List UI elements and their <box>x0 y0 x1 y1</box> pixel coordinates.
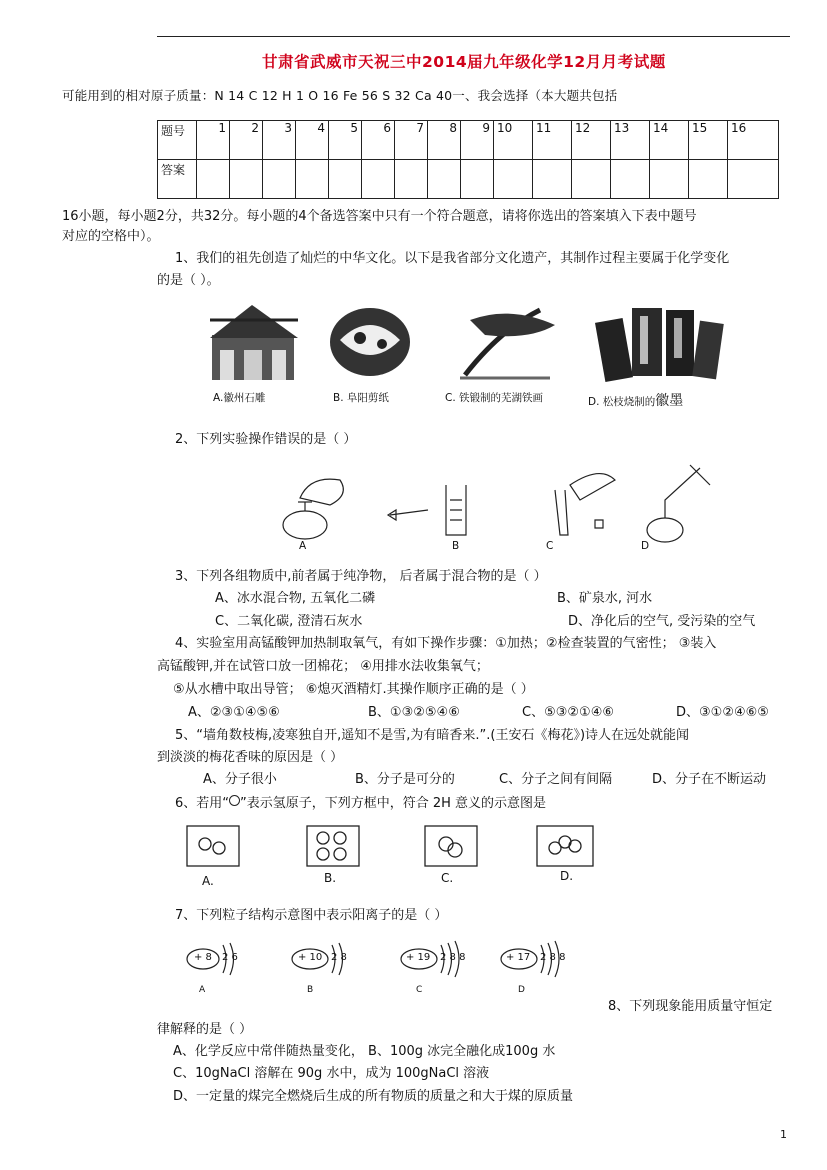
q7-shells-b: 2 8 <box>331 952 347 963</box>
q4-text-3: ⑤从水槽中取出导管； ⑥熄灭酒精灯.其操作顺序正确的是（ ） <box>173 682 534 697</box>
table-row-numbers <box>158 121 779 160</box>
table-cell: 13 <box>611 121 650 160</box>
q4-text-1: 4、实验室用高锰酸钾加热制取氧气，有如下操作步骤：①加热；②检查装置的气密性； ③装入 <box>175 636 717 651</box>
q8-option-c: C、10gNaCl 溶解在 90g 水中，成为 100gNaCl 溶液 <box>173 1066 490 1081</box>
answer-cell[interactable] <box>428 160 461 199</box>
table-cell: 4 <box>296 121 329 160</box>
answer-cell[interactable] <box>533 160 572 199</box>
q1-images <box>210 300 730 385</box>
q5-option-d: D、分子在不断运动 <box>652 772 767 787</box>
paper-cut-image <box>330 308 410 376</box>
q3-option-b: B、矿泉水, 河水 <box>557 591 653 606</box>
answer-cell[interactable] <box>362 160 395 199</box>
page-title: 甘肃省武威市天祝三中2014届九年级化学12月月考试题 <box>262 53 666 71</box>
q2-label-d: D <box>641 540 650 552</box>
intro-line-1: 16小题，每小题2分，共32分。每小题的4个备选答案中只有一个符合题意，请将你选出的答案填入下表中题号 <box>62 209 697 224</box>
hydrogen-atom-icon <box>229 795 240 806</box>
q6-label-c: C. <box>441 871 454 885</box>
q5-text-1: 5、“墙角数枝梅,凌寒独自开,遥知不是雪,为有暗香来.”.(王安石《梅花》)诗人在远处就能闻 <box>175 728 690 743</box>
answer-cell[interactable] <box>650 160 689 199</box>
q8-text-right: 8、下列现象能用质量守恒定 <box>608 999 773 1014</box>
header-rule <box>157 36 790 37</box>
q4-option-a: A、②③①④⑤⑥ <box>188 705 280 720</box>
q8-text-cont: 律解释的是（ ） <box>157 1022 253 1037</box>
q1-caption-a: A.徽州石雕 <box>213 392 266 404</box>
q4-option-b: B、①③②⑤④⑥ <box>368 705 460 720</box>
answer-cell[interactable] <box>728 160 779 199</box>
q7-nucleus-c: + 19 <box>406 952 431 963</box>
answer-cell[interactable] <box>611 160 650 199</box>
q4-text-2: 高锰酸钾,并在试管口放一团棉花； ④用排水法收集氧气； <box>157 659 489 674</box>
q7-nucleus-d: + 17 <box>506 952 531 963</box>
q6-label-d: D. <box>560 869 574 883</box>
q2-label-a: A <box>299 540 307 552</box>
q6-text <box>175 792 546 811</box>
table-cell: 5 <box>329 121 362 160</box>
answer-cell[interactable] <box>296 160 329 199</box>
row-label-number <box>158 121 197 160</box>
answer-cell[interactable] <box>197 160 230 199</box>
q2-lab-images <box>270 460 720 555</box>
table-cell: 14 <box>650 121 689 160</box>
q7-shells-a: 2 6 <box>222 952 238 963</box>
q2-text: 2、下列实验操作错误的是（ ） <box>175 432 357 447</box>
q7-label-c: C <box>416 985 423 995</box>
answer-cell[interactable] <box>329 160 362 199</box>
row-label-answer <box>158 160 197 199</box>
table-cell: 12 <box>572 121 611 160</box>
q1-text-2: 的是（ ）。 <box>157 273 220 288</box>
q6-diagrams <box>185 822 605 870</box>
q4-option-c: C、⑤③②①④⑥ <box>522 705 615 720</box>
q4-option-d: D、③①②④⑥⑤ <box>676 705 769 720</box>
table-cell: 15 <box>689 121 728 160</box>
q5-option-c: C、分子之间有间隔 <box>499 772 613 787</box>
q6-label-b: B. <box>324 871 337 885</box>
q7-shells-d: 2 8 8 <box>540 952 566 963</box>
stone-arch-image <box>210 305 298 380</box>
answer-cell[interactable] <box>395 160 428 199</box>
q8-option-ab: A、化学反应中常伴随热量变化， B、100g 冰完全融化成100g 水 <box>173 1044 556 1059</box>
q7-text: 7、下列粒子结构示意图中表示阳离子的是（ ） <box>175 908 448 923</box>
q3-option-c: C、二氧化碳, 澄清石灰水 <box>215 614 363 629</box>
answer-cell[interactable] <box>494 160 533 199</box>
page-number: 1 <box>780 1128 787 1141</box>
table-cell: 1 <box>197 121 230 160</box>
q3-option-d: D、净化后的空气, 受污染的空气 <box>568 614 756 629</box>
q6-text-a: 6、若用“ <box>175 796 230 811</box>
q7-label-d: D <box>518 985 525 995</box>
table-cell: 9 <box>461 121 494 160</box>
q3-option-a: A、冰水混合物, 五氧化二磷 <box>215 591 376 606</box>
table-cell: 6 <box>362 121 395 160</box>
table-cell: 11 <box>533 121 572 160</box>
answer-cell[interactable] <box>572 160 611 199</box>
q1-caption-d <box>588 390 683 410</box>
answer-cell[interactable] <box>263 160 296 199</box>
iron-painting-image <box>460 310 555 378</box>
q6-label-a: A. <box>202 874 214 888</box>
q5-option-b: B、分子是可分的 <box>355 772 455 787</box>
q7-label-a: A <box>199 985 206 995</box>
q8-option-d: D、一定量的煤完全燃烧后生成的所有物质的质量之和大于煤的原质量 <box>173 1089 574 1104</box>
q1-caption-d-extra: 徽墨 <box>655 393 684 409</box>
answer-cell[interactable] <box>689 160 728 199</box>
q2-label-c: C <box>546 540 554 552</box>
ink-stick-image <box>595 308 724 382</box>
row1-label: 题号 <box>161 124 186 138</box>
q1-caption-b: B. 阜阳剪纸 <box>333 392 389 404</box>
q3-text: 3、下列各组物质中,前者属于纯净物， 后者属于混合物的是（ ） <box>175 569 547 584</box>
intro-line-2: 对应的空格中）。 <box>62 229 160 244</box>
q2-label-b: B <box>452 540 460 552</box>
table-cell: 8 <box>428 121 461 160</box>
answer-cell[interactable] <box>230 160 263 199</box>
table-row-answers <box>158 160 779 199</box>
q1-text-1: 1、我们的祖先创造了灿烂的中华文化。以下是我省部分文化遗产，其制作过程主要属于化学变化 <box>175 251 730 266</box>
table-cell: 16 <box>728 121 779 160</box>
table-cell: 3 <box>263 121 296 160</box>
q7-label-b: B <box>307 985 314 995</box>
atomic-mass-line: 可能用到的相对原子质量：N 14 C 12 H 1 O 16 Fe 56 S 32 Ca 40一、我会选择（本大题共包括 <box>62 88 618 103</box>
answer-cell[interactable] <box>461 160 494 199</box>
q1-caption-c: C. 铁锻制的芜湖铁画 <box>445 392 544 404</box>
q7-nucleus-b: + 10 <box>298 952 323 963</box>
table-cell: 2 <box>230 121 263 160</box>
table-cell: 7 <box>395 121 428 160</box>
q7-nucleus-a: + 8 <box>194 952 212 963</box>
q6-text-b: ”表示氢原子，下列方框中，符合 2H 意义的示意图是 <box>240 796 547 811</box>
row2-label: 答案 <box>161 163 186 177</box>
q5-text-2: 到淡淡的梅花香味的原因是（ ） <box>157 750 344 765</box>
answer-table <box>157 120 779 199</box>
table-cell: 10 <box>494 121 533 160</box>
q1-caption-d-text: D. 松枝烧制的 <box>588 396 656 408</box>
q5-option-a: A、分子很小 <box>203 772 277 787</box>
q7-shells-c: 2 8 8 <box>440 952 466 963</box>
